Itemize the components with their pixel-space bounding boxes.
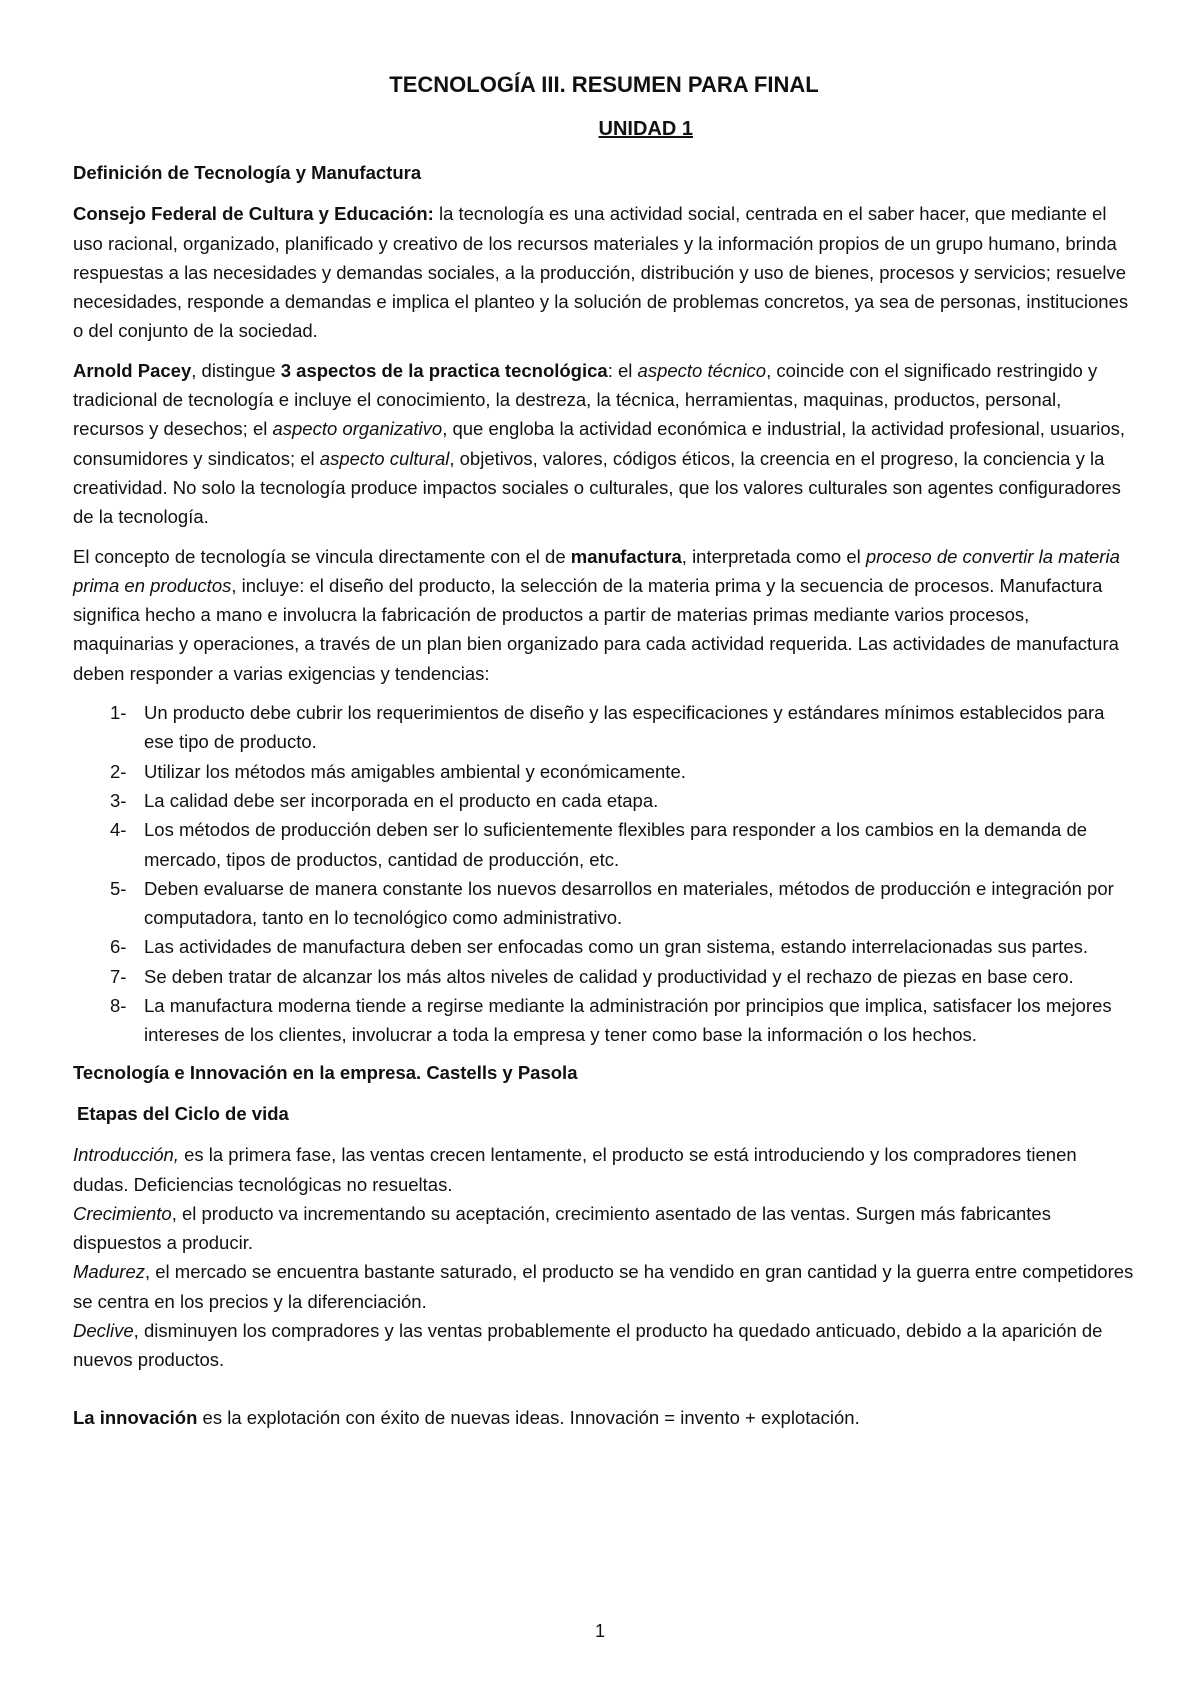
list-item xyxy=(73,757,1135,786)
paragraph-italic: aspecto técnico xyxy=(637,359,767,381)
list-item xyxy=(73,786,1135,815)
paragraph-innovation xyxy=(73,1403,1135,1432)
list-item-text: Se deben tratar de alcanzar los más altos niveles de calidad y productividad y el rechazo de piezas en base cero. xyxy=(144,965,1074,987)
list-item-text: Los métodos de producción deben ser lo suficientemente flexibles para responder a los cambios en la demanda de mercado, tipos de productos, cantidad de producción, etc. xyxy=(144,819,1088,870)
paragraph-lead: Consejo Federal de Cultura y Educación: xyxy=(73,203,434,225)
list-item-number: 2- xyxy=(110,760,127,782)
unit-heading xyxy=(73,114,1135,144)
paragraph-italic: aspecto organizativo xyxy=(272,418,443,440)
paragraph-italic: aspecto cultural xyxy=(319,447,450,469)
life-cycle-stages xyxy=(73,1140,1135,1374)
paragraph-consejo-federal xyxy=(73,199,1135,345)
list-item xyxy=(73,991,1135,1050)
list-item-text: Las actividades de manufactura deben ser enfocadas como un gran sistema, estando interrelacionadas sus partes. xyxy=(144,936,1089,958)
section-heading-life-cycle: Etapas del Ciclo de vida xyxy=(77,1102,289,1124)
stage-text: , el mercado se encuentra bastante saturado, el producto se ha vendido en gran cantidad y la guerra entre competidores se centra en los precios y la diferenciación. xyxy=(73,1261,1134,1312)
unit-label: UNIDAD 1 xyxy=(598,118,693,140)
list-item-text: La calidad debe ser incorporada en el producto en cada etapa. xyxy=(144,789,659,811)
paragraph-bold: manufactura xyxy=(570,545,682,567)
stage-name: Declive xyxy=(73,1319,134,1341)
list-item xyxy=(73,815,1135,874)
paragraph-text: , interpretada como el xyxy=(681,545,866,567)
list-item xyxy=(73,698,1135,757)
list-item-number: 7- xyxy=(110,965,127,987)
list-item-number: 8- xyxy=(110,995,127,1017)
document-page xyxy=(73,70,1135,1442)
document-title: TECNOLOGÍA III. RESUMEN PARA FINAL xyxy=(389,72,819,97)
paragraph-lead: Arnold Pacey xyxy=(73,359,192,381)
paragraph-lead: La innovación xyxy=(73,1406,198,1428)
paragraph-manufactura xyxy=(73,542,1135,688)
list-item-number: 6- xyxy=(110,936,127,958)
list-item-number: 1- xyxy=(110,702,127,724)
paragraph-text: , distingue xyxy=(191,359,281,381)
paragraph-italic: proceso de convertir la materia prima en productos xyxy=(73,545,1120,596)
paragraph-text: es la explotación con éxito de nuevas ideas. Innovación = invento + explotación. xyxy=(197,1406,860,1428)
paragraph-text: , incluye: el diseño del producto, la selección de la materia prima y la secuencia de procesos. Manufactura significa hecho a mano e involucra la fabricación de productos a partir de materias primas mediante varios procesos, maquinarias y operaciones, a través de un plan bien organizado para cada actividad requerida. Las actividades de manufactura deben responder a varias exigencias y tendencias: xyxy=(73,574,1119,684)
paragraph-text: , coincide con el significado restringido y tradicional de tecnología e incluye el conocimiento, la destreza, la técnica, herramientas, maquinas, productos, personal, recursos y desechos; el xyxy=(73,359,1098,440)
stage-name: Madurez xyxy=(73,1261,145,1283)
list-item-number: 3- xyxy=(110,789,127,811)
paragraph-text: la tecnología es una actividad social, centrada en el saber hacer, que mediante el uso racional, organizado, planificado y creativo de los recursos materiales y la información propios de un grupo humano, brinda respuestas a las necesidades y demandas sociales, a la producción, distribución y uso de bienes, procesos y servicios; resuelve necesidades, responde a demandas e implica el planteo y la solución de problemas concretos, ya sea de personas, instituciones o del conjunto de la sociedad. xyxy=(73,203,1129,342)
stage-name: Introducción, xyxy=(73,1144,179,1166)
stage-name: Crecimiento xyxy=(73,1202,172,1224)
paragraph-text: El concepto de tecnología se vincula directamente con el de xyxy=(73,545,571,567)
section-heading-innovation: Tecnología e Innovación en la empresa. Castells y Pasola xyxy=(73,1061,578,1083)
page-number: 1 xyxy=(594,1621,605,1641)
list-item xyxy=(73,874,1135,933)
life-stage-maturity xyxy=(73,1257,1135,1316)
stage-text: , disminuyen los compradores y las ventas probablemente el producto ha quedado anticuado, debido a la aparición de nuevos productos. xyxy=(73,1319,1103,1371)
list-item-text: La manufactura moderna tiende a regirse mediante la administración por principios que implica, satisfacer los mejores intereses de los clientes, involucrar a toda la empresa y tener como base la información o los hechos. xyxy=(144,995,1112,1046)
life-stage-decline xyxy=(73,1316,1135,1375)
manufacturing-requirements-list xyxy=(73,698,1135,1050)
list-item-text: Utilizar los métodos más amigables ambiental y económicamente. xyxy=(144,760,686,782)
section-heading-definition: Definición de Tecnología y Manufactura xyxy=(73,162,422,183)
life-stage-introduction xyxy=(73,1140,1135,1199)
stage-text: , el producto va incrementando su aceptación, crecimiento asentado de las ventas. Surgen más fabricantes dispuestos a producir. xyxy=(73,1202,1051,1254)
paragraph-text: , que engloba la actividad económica e industrial, la actividad profesional, usuarios, consumidores y sindicatos; el xyxy=(73,418,1126,469)
list-item xyxy=(73,962,1135,991)
paragraph-text: , objetivos, valores, códigos éticos, la creencia en el progreso, la conciencia y la creatividad. No solo la tecnología produce impactos sociales o culturales, que los valores culturales son agentes configuradores de la tecnología. xyxy=(73,447,1121,528)
list-item-text: Un producto debe cubrir los requerimientos de diseño y las especificaciones y estándares mínimos establecidos para ese tipo de producto. xyxy=(144,702,1105,753)
paragraph-arnold-pacey xyxy=(73,356,1135,532)
stage-text: es la primera fase, las ventas crecen lentamente, el producto se está introduciendo y los compradores tienen dudas. Deficiencias tecnológicas no resueltas. xyxy=(73,1144,1077,1195)
list-item xyxy=(73,932,1135,961)
paragraph-text: : el xyxy=(607,359,638,381)
list-item-number: 5- xyxy=(110,877,127,899)
life-stage-growth xyxy=(73,1199,1135,1258)
list-item-text: Deben evaluarse de manera constante los nuevos desarrollos en materiales, métodos de producción e integración por computadora, tanto en lo tecnológico como administrativo. xyxy=(144,877,1114,929)
list-item-number: 4- xyxy=(110,819,127,841)
paragraph-bold: 3 aspectos de la practica tecnológica xyxy=(280,359,608,381)
